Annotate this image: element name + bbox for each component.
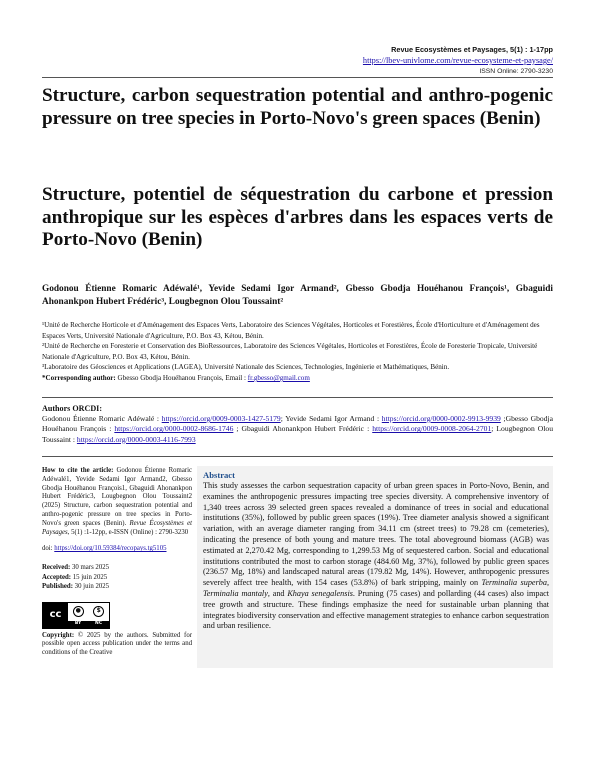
affiliations [42,320,553,384]
orcid-separator: ; [500,414,506,423]
noncommercial-icon: $ [93,606,104,617]
orcid-separator: ; [280,414,286,423]
copyright-notice [42,632,192,658]
cc-license-badge[interactable] [42,602,110,629]
affiliation-3: ³Laboratoire des Géosciences et Applications (LAGEA), Université Nationale des Sciences, Technologies, Ingénierie et Mathématiques, Bénin. [42,363,450,372]
species-names-1: Terminalia superba, Terminalia mantaly [203,578,549,598]
journal-header [363,44,553,77]
orcid-link[interactable]: https://orcid.org/0009-0003-1427-5179 [161,414,281,423]
abstract-text [203,481,549,632]
orcid-author-name: Lougbegnon Olou Toussaint : [42,424,553,444]
abstract-conjunction: , and [267,588,288,598]
corresponding-author-label: *Corresponding author: [42,373,116,382]
published-label: Published: [42,583,73,591]
orcid-link[interactable]: https://orcid.org/0000-0003-4116-7993 [76,434,196,444]
orcid-link[interactable]: https://orcid.org/0000-0002-9913-9939 [381,414,501,423]
orcid-author-name: Yevide Sedami Igor Armand : [285,414,382,423]
journal-citation: Revue Ecosystèmes et Paysages, 5(1) : 1-17pp [391,45,553,54]
author-list: Godonou Étienne Romaric Adéwalé¹, Yevide Sedami Igor Armand², Gbesso Gbodja Houéhanou François¹, Gbaguidi Ahonankpon Hubert Frédéric³, Lougbegnon Olou Toussaint² [42,284,553,307]
how-to-cite-text-2: 5(1) :1-12pp, e-ISSN (Online) : 2790-3230 [69,528,189,536]
how-to-cite [42,467,192,537]
orcid-link[interactable]: https://orcid.org/0000-0002-8686-1746 [114,424,234,434]
species-names-2: Khaya senegalensis [287,588,353,598]
received-date [42,563,192,573]
accepted-value: 15 juin 2025 [71,573,108,581]
doi-line [42,545,192,554]
how-to-cite-journal: Revue Écosystèmes et Paysages, [42,519,192,536]
abstract-part-1: This study assesses the carbon sequestration capacity of urban green spaces in Porto-Novo, Benin, and examines the anthropogenic pressures impacting tree species diversity. A comprehensive inventory of 1,340 trees across 39 selected green spaces revealed a dominance of trees in social and educational institutions (35%), followed by public green spaces (19%). Tree diameter analysis showed a significant variation, with an average diameter ranging from 34.11 cm (street trees) to 79.28 cm (cemeteries), indicating the presence of both young and mature trees. The total aboveground biomass (AGB) was estimated at 2,270.42 Mg, corresponding to 1,299.53 Mg of sequestered carbon. Social and educational institutions contributed the most to carbon storage (484.60 Mg, 37%), followed by public green spaces (236.57 Mg, 18%) and landscaped natural areas (179.82 Mg, 14%). However, anthropogenic pressures severely affect tree health, with 154 cases (53.8%) of bark stripping, mainly on [203,481,549,588]
cc-logo-icon: cc [43,603,68,628]
orcid-author-name: Godonou Étienne Romaric Adéwalé : [42,414,162,423]
corresponding-email-link[interactable]: fr.gbesso@gmail.com [247,373,310,382]
orcid-author-name: Gbesso Gbodja Houéhanou François : [42,414,553,434]
corresponding-author-text: Gbesso Gbodja Houéhanou François, Email : [115,373,248,382]
orcid-bottom-divider [42,456,553,457]
issn-label: ISSN Online: 2790-3230 [479,68,553,75]
attribution-icon: ● [73,606,84,617]
journal-url-link[interactable]: https://lbev-univlome.com/revue-ecosysteme-et-paysage/ [362,56,553,65]
orcid-heading: Authors ORCDI: [42,404,103,413]
orcid-link[interactable]: https://orcid.org/0009-0008-2064-2701 [372,424,492,434]
title-french: Structure, potentiel de séquestration du carbone et pression anthropique sur les espèces d'arbres dans les espaces verts de Porto-Novo (Benin) [42,184,553,250]
article-dates [42,563,192,592]
orcid-list [42,414,553,445]
orcid-separator: ; [233,424,242,434]
nc-label: NC [95,620,103,626]
title-english: Structure, carbon sequestration potential and anthro-pogenic pressure on tree species in Porto-Novo's green spaces (Benin) [42,85,553,129]
orcid-divider [42,397,553,398]
corresponding-author [42,373,553,384]
published-date [42,582,192,592]
header-divider [42,77,553,78]
published-value: 30 juin 2025 [72,583,110,591]
abstract-heading: Abstract [203,470,235,480]
received-value: 30 mars 2025 [70,564,110,572]
orcid-separator: ; [491,424,497,434]
accepted-label: Accepted: [42,573,72,581]
orcid-author-name: Gbaguidi Ahonankpon Hubert Frédéric : [241,424,373,434]
affiliation-2: ²Unité de Recherche en Foresterie et Conservation des BioRessources, Laboratoire des Sciences Végétales, Horticoles et Forestières, École de Foresterie Tropicale, Université Nationale d'Agriculture, P.O. Box 43, Kétou, Bénin. [42,342,538,361]
how-to-cite-label: How to cite the article: [42,467,114,474]
copyright-text: © 2025 by the authors. Submitted for possible open access publication under the terms and conditions of the Creative [42,631,192,657]
abstract-part-2: . Pruning (75 cases) and pollarding (44 cases) also impact tree growth and structure. These findings emphasize the need for sustainable urban planning that integrates biodiversity conservation and effective management strategies to enhance carbon sequestration and urban resilience. [203,588,549,631]
article-info-sidebar [42,467,192,658]
affiliation-1: ¹Unité de Recherche Horticole et d'Aménagement des Espaces Verts, Laboratoire des Sciences Végétales, Horticoles et Forestières, École d'Horticulture et d'Aménagement des Espaces Verts, Université Nationale d'Agriculture, P.O. Box 43, Kétou, Bénin. [42,321,540,340]
doi-link[interactable]: https://doi.org/10.59384/recopays.tg5105 [54,545,167,553]
received-label: Received: [42,564,71,572]
by-label: BY [74,620,82,626]
doi-label: doi: [42,545,55,553]
copyright-label: Copyright: [42,631,75,639]
accepted-date [42,573,192,583]
how-to-cite-text: Godonou Étienne Romaric Adéwalé1, Yevide Sedami Igor Armand2, Gbesso Gbodja Houéhanou François1, Gbaguidi Ahonankpon Hubert Frédéric3, Lougbegnon Olou Toussaint2 (2025) Structure, carbon sequestration potential and anthro-pogenic pressure on tree species in Porto-Novo's green spaces (Benin). [42,467,192,527]
